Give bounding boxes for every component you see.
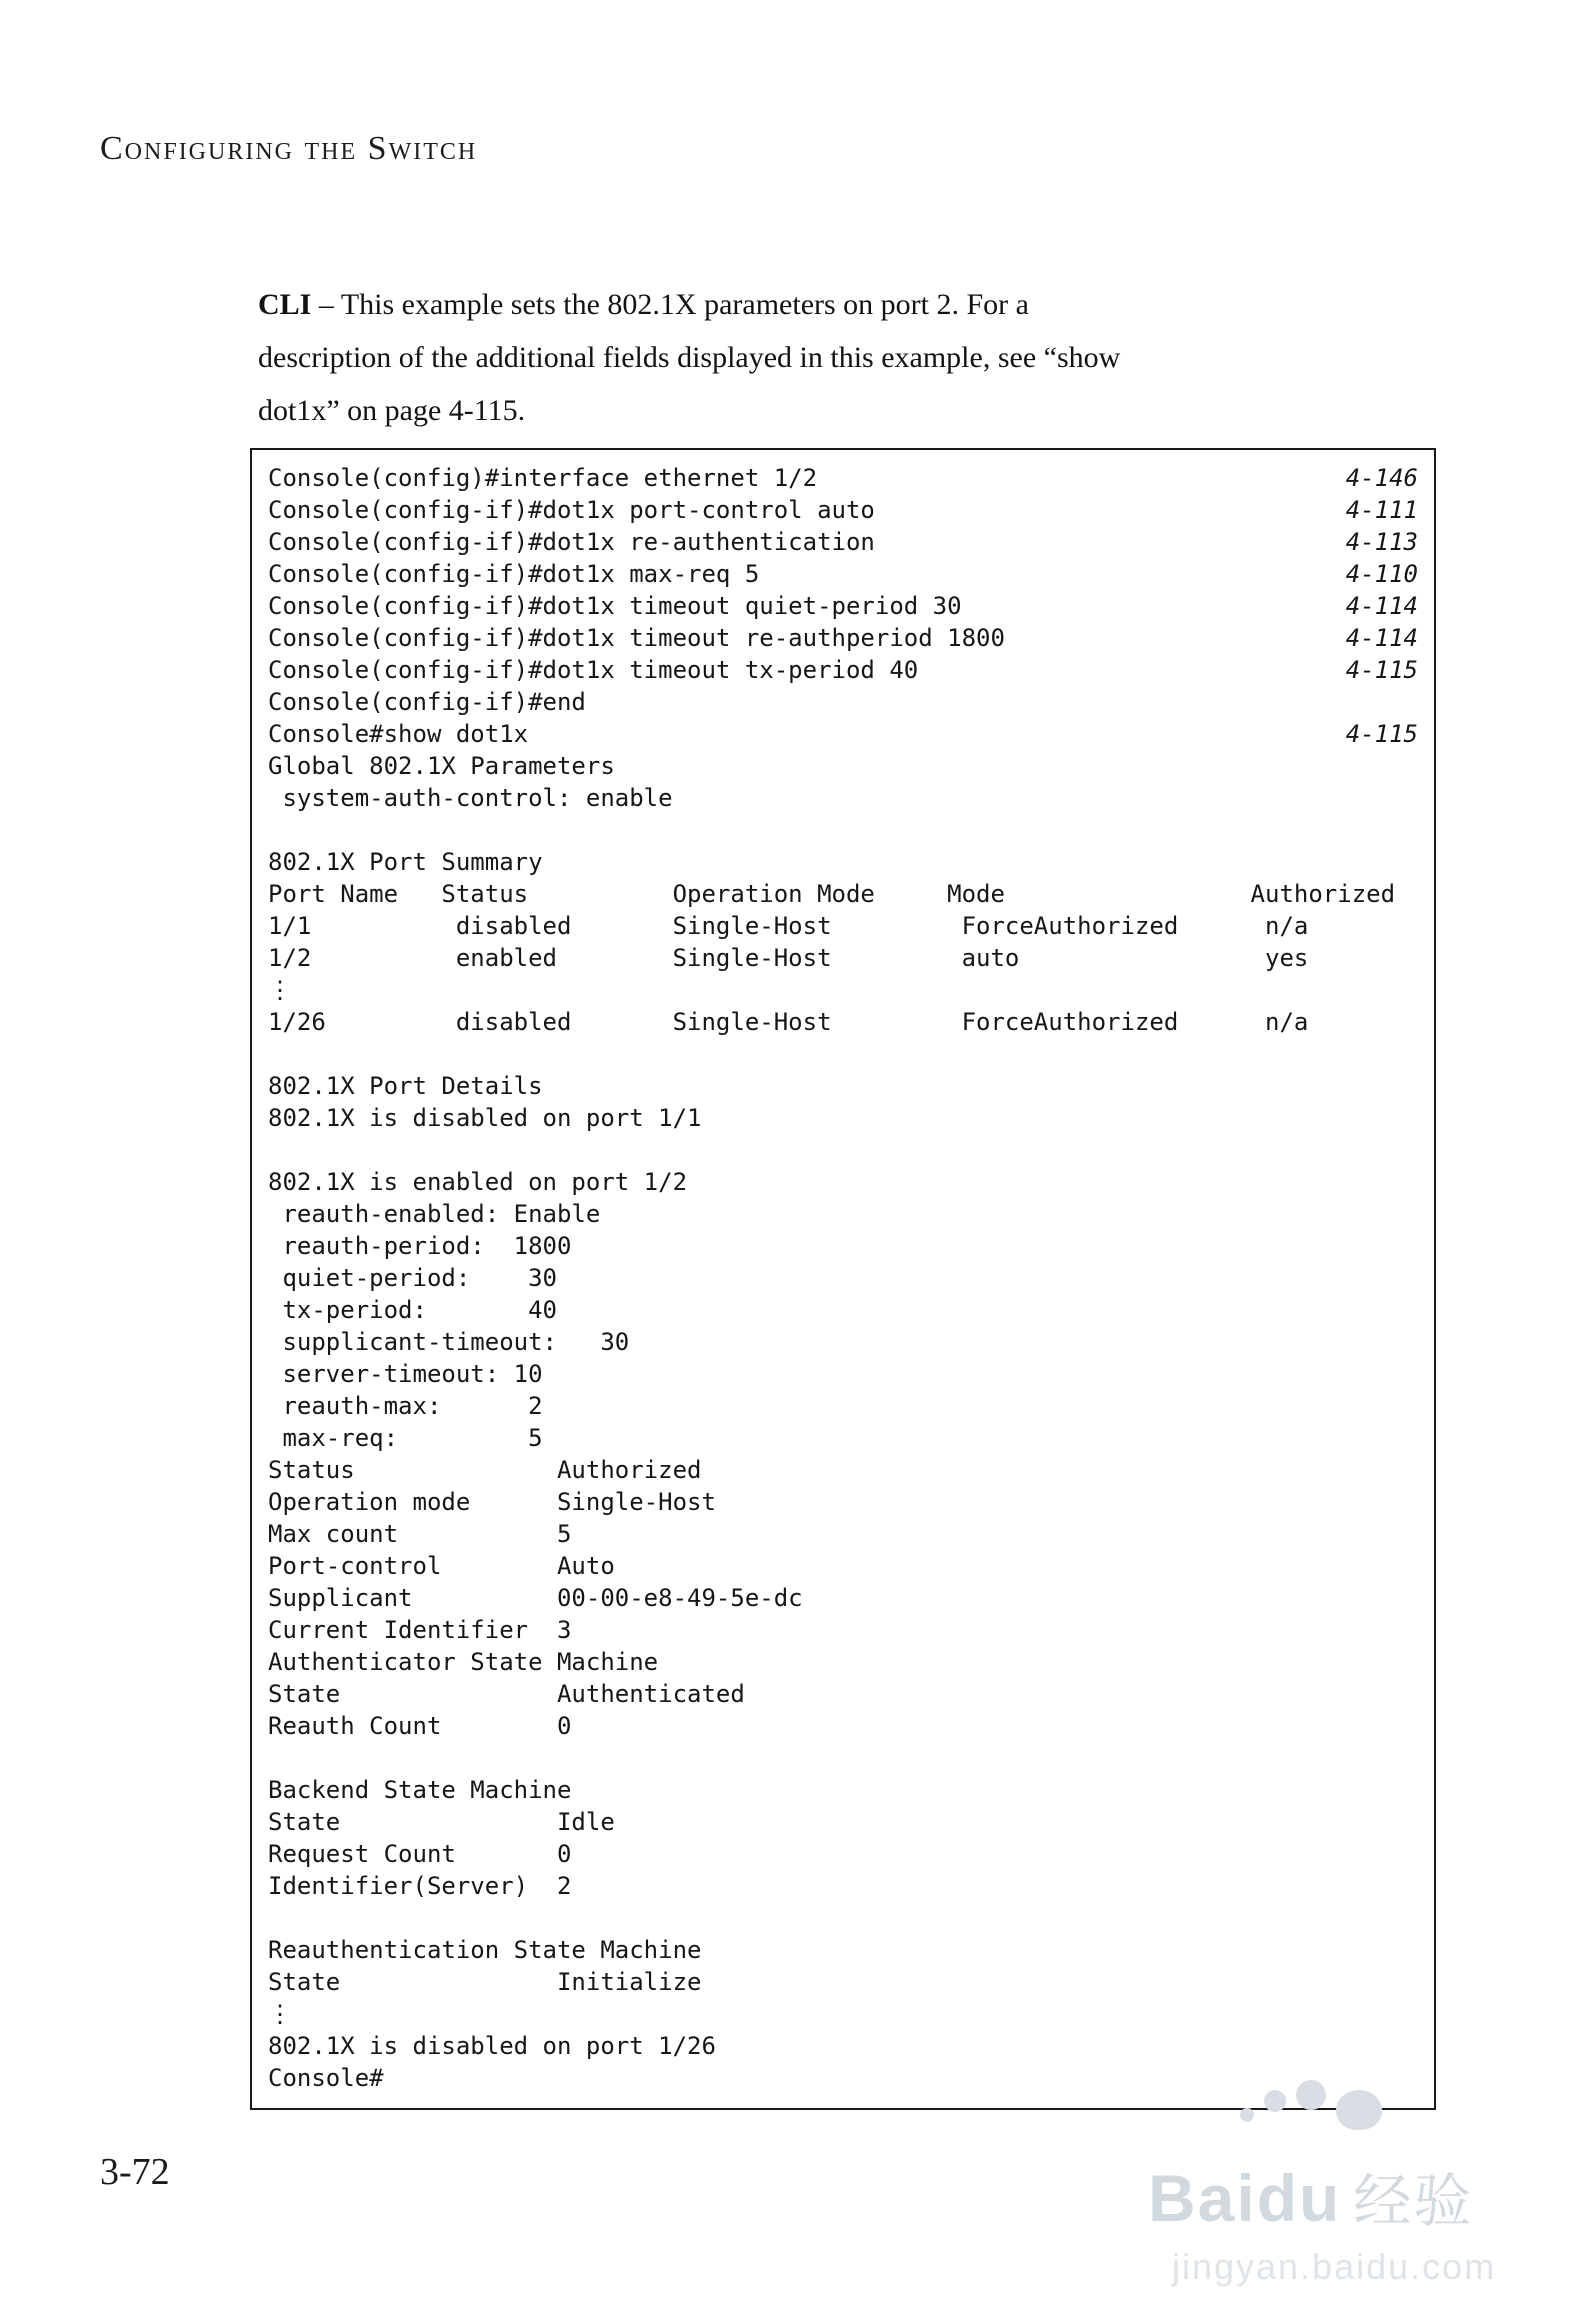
console-line [268, 1998, 1418, 2030]
watermark-url: jingyan.baidu.com [1172, 2246, 1497, 2287]
console-line [268, 1614, 1418, 1646]
console-line [268, 942, 1418, 974]
console-line [268, 974, 1418, 1006]
console-line [268, 1422, 1418, 1454]
console-line-text: Console(config-if)#dot1x re-authentication [268, 528, 875, 556]
console-line [268, 910, 1418, 942]
console-line [268, 1870, 1418, 1902]
console-line-page-ref: 4-114 [1345, 624, 1418, 652]
cli-label: CLI [258, 288, 312, 321]
console-line-text: system-auth-control: enable [268, 784, 673, 812]
console-line-text: 802.1X is disabled on port 1/1 [268, 1104, 702, 1132]
intro-line-2: description of the additional fields displayed in this example, see “show [258, 341, 1121, 374]
console-line-text: Reauth Count 0 [268, 1712, 572, 1740]
console-line [268, 654, 1418, 686]
console-line [268, 878, 1418, 910]
console-line [268, 1550, 1418, 1582]
console-line [268, 1230, 1418, 1262]
console-line [268, 846, 1418, 878]
intro-paragraph [258, 278, 1120, 437]
watermark-bubble-icon [1240, 2108, 1254, 2122]
console-line [268, 1966, 1418, 1998]
console-line [268, 750, 1418, 782]
console-line-text: max-req: 5 [268, 1424, 543, 1452]
console-line-text: reauth-enabled: Enable [268, 1200, 601, 1228]
console-line-text: reauth-max: 2 [268, 1392, 543, 1420]
console-line-text: Current Identifier 3 [268, 1616, 572, 1644]
console-line [268, 782, 1418, 814]
console-line-text: 802.1X Port Details [268, 1072, 543, 1100]
console-line [268, 1038, 1418, 1070]
console-line-text: server-timeout: 10 [268, 1360, 543, 1388]
console-line-text: State Authenticated [268, 1680, 745, 1708]
console-line-text: reauth-period: 1800 [268, 1232, 572, 1260]
console-line [268, 1518, 1418, 1550]
console-line [268, 1774, 1418, 1806]
console-line-text: quiet-period: 30 [268, 1264, 557, 1292]
console-line-page-ref: 4-111 [1345, 496, 1418, 524]
console-line-text: Identifier(Server) 2 [268, 1872, 572, 1900]
console-line [268, 1582, 1418, 1614]
console-line [268, 1678, 1418, 1710]
page-number: 3-72 [100, 2151, 170, 2193]
console-line-text: Console(config-if)#end [268, 688, 586, 716]
console-line [268, 1934, 1418, 1966]
console-line-text: Authenticator State Machine [268, 1648, 659, 1676]
console-line-page-ref: 4-115 [1345, 656, 1418, 684]
console-line [268, 1454, 1418, 1486]
console-line-text: Console(config-if)#dot1x timeout re-authperiod 1800 [268, 624, 1005, 652]
watermark-brand [1148, 2154, 1473, 2238]
console-line [268, 1358, 1418, 1390]
console-line-text: ⋮ [268, 976, 292, 1004]
console-line-text: Operation mode Single-Host [268, 1488, 716, 1516]
console-line [268, 2030, 1418, 2062]
console-line-text: tx-period: 40 [268, 1296, 557, 1324]
console-line [268, 462, 1418, 494]
console-line [268, 1166, 1418, 1198]
intro-line-1 [258, 278, 1120, 331]
console-line [268, 1070, 1418, 1102]
console-line [268, 1294, 1418, 1326]
console-line [268, 1198, 1418, 1230]
console-line-text: Global 802.1X Parameters [268, 752, 615, 780]
console-line-text: State Initialize [268, 1968, 702, 1996]
console-line-page-ref: 4-110 [1345, 560, 1418, 588]
console-line-text: Status Authorized [268, 1456, 702, 1484]
console-line [268, 1006, 1418, 1038]
console-line-text: 1/26 disabled Single-Host ForceAuthorized n/a [268, 1008, 1309, 1036]
console-line [268, 1326, 1418, 1358]
watermark-brand-latin: Baidu [1148, 2161, 1342, 2235]
console-line [268, 1262, 1418, 1294]
console-line-text: Console(config-if)#dot1x timeout tx-period 40 [268, 656, 919, 684]
watermark [1120, 2078, 1580, 2304]
console-line [268, 686, 1418, 718]
running-header: Configuring the Switch [100, 130, 478, 167]
console-line-text: ⋮ [268, 2000, 292, 2028]
console-output [250, 448, 1436, 2110]
console-line-text: Max count 5 [268, 1520, 572, 1548]
console-line-text: 1/2 enabled Single-Host auto yes [268, 944, 1309, 972]
console-line-text: Console#show dot1x [268, 720, 529, 748]
console-line [268, 1710, 1418, 1742]
console-line-page-ref: 4-115 [1345, 720, 1418, 748]
console-line-text: 802.1X Port Summary [268, 848, 543, 876]
console-line [268, 814, 1418, 846]
console-line-page-ref: 4-146 [1345, 464, 1418, 492]
console-line [268, 526, 1418, 558]
watermark-brand-chinese: 经验 [1353, 2169, 1474, 2234]
console-line-text: Request Count 0 [268, 1840, 572, 1868]
console-line-text: Console# [268, 2064, 384, 2092]
console-line [268, 590, 1418, 622]
console-line [268, 1486, 1418, 1518]
console-line [268, 622, 1418, 654]
console-line [268, 558, 1418, 590]
console-line [268, 1390, 1418, 1422]
console-line [268, 718, 1418, 750]
console-line-page-ref: 4-114 [1345, 592, 1418, 620]
console-line-text: 802.1X is enabled on port 1/2 [268, 1168, 688, 1196]
console-line-text: Console(config)#interface ethernet 1/2 [268, 464, 818, 492]
console-line-text: Console(config-if)#dot1x max-req 5 [268, 560, 760, 588]
console-line [268, 1902, 1418, 1934]
console-line [268, 2062, 1418, 2094]
console-line [268, 1134, 1418, 1166]
console-line [268, 1806, 1418, 1838]
intro-line-1-text: – This example sets the 802.1X parameters on port 2. For a [311, 288, 1029, 321]
console-line-text: Console(config-if)#dot1x port-control auto [268, 496, 875, 524]
console-line [268, 1742, 1418, 1774]
console-line-text: 802.1X is disabled on port 1/26 [268, 2032, 716, 2060]
intro-line-3: dot1x” on page 4-115. [258, 394, 526, 427]
console-line [268, 1838, 1418, 1870]
console-line-text: Port-control Auto [268, 1552, 615, 1580]
console-line-text: Reauthentication State Machine [268, 1936, 702, 1964]
console-line-text: Supplicant 00-00-e8-49-5e-dc [268, 1584, 803, 1612]
console-line-text: Console(config-if)#dot1x timeout quiet-period 30 [268, 592, 962, 620]
console-line [268, 494, 1418, 526]
console-line-text: Backend State Machine [268, 1776, 572, 1804]
console-line-text: State Idle [268, 1808, 615, 1836]
console-line [268, 1102, 1418, 1134]
console-line-text: 1/1 disabled Single-Host ForceAuthorized n/a [268, 912, 1309, 940]
console-line-text: Port Name Status Operation Mode Mode Authorized [268, 880, 1396, 908]
console-line-text: supplicant-timeout: 30 [268, 1328, 630, 1356]
console-line [268, 1646, 1418, 1678]
console-line-page-ref: 4-113 [1345, 528, 1418, 556]
